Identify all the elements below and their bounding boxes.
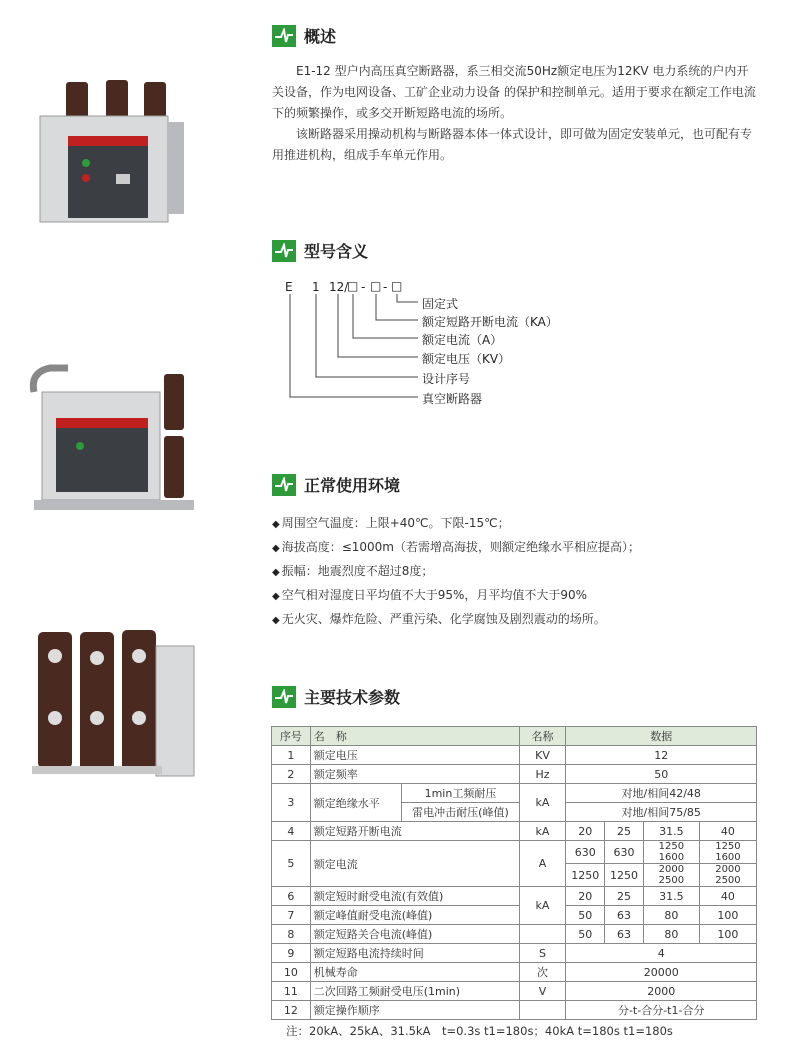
breaker-image-2 bbox=[28, 352, 200, 517]
table-row: 6 额定短时耐受电流(有效值) kA 20 25 31.5 40 bbox=[272, 887, 757, 906]
table-row: 4 额定短路开断电流 kA 20 25 31.5 40 bbox=[272, 822, 757, 841]
model-label: 设计序号 bbox=[422, 372, 471, 386]
model-label: 真空断路器 bbox=[422, 392, 483, 406]
model-label: 额定短路开断电流（KA） bbox=[422, 315, 558, 329]
section-icon bbox=[272, 686, 296, 708]
model-label: 额定电流（A） bbox=[422, 333, 503, 347]
model-code-box-3: □ bbox=[391, 279, 403, 293]
model-title: 型号含义 bbox=[304, 242, 369, 261]
diamond-icon: ◆ bbox=[272, 591, 280, 602]
table-row: 11 二次回路工频耐受电压(1min) V 2000 bbox=[272, 982, 757, 1001]
overview-title: 概述 bbox=[304, 27, 337, 46]
model-diagram bbox=[272, 280, 572, 410]
section-icon bbox=[272, 474, 296, 496]
table-row: 1250 1250 2000 2500 2000 2500 bbox=[272, 864, 757, 887]
env-heading bbox=[272, 473, 400, 496]
table-row: 1 额定电压 KV 12 bbox=[272, 746, 757, 765]
diamond-icon: ◆ bbox=[272, 615, 280, 626]
model-code-dash-2: - bbox=[383, 280, 388, 294]
model-code-box-1: □ bbox=[347, 279, 359, 293]
model-code-12: 12/ bbox=[329, 280, 349, 294]
list-item: ◆ 振幅：地震烈度不超过8度； bbox=[272, 564, 434, 578]
model-code-dash-1: - bbox=[361, 280, 366, 294]
list-item: ◆ 海拔高度：≤1000m（若需增高海拔，则额定绝缘水平相应提高）； bbox=[272, 540, 640, 554]
table-row: 7 额定峰值耐受电流(峰值) 50 63 80 100 bbox=[272, 906, 757, 925]
params-heading bbox=[272, 685, 400, 708]
table-header: 序号 名 称 名称 数据 bbox=[272, 727, 757, 746]
table-row: 2 额定频率 Hz 50 bbox=[272, 765, 757, 784]
model-code-e: E bbox=[285, 280, 293, 294]
overview-heading bbox=[272, 24, 336, 47]
model-code-1: 1 bbox=[312, 280, 320, 294]
env-title: 正常使用环境 bbox=[304, 476, 401, 495]
table-row: 8 额定短路关合电流(峰值) 50 63 80 100 bbox=[272, 925, 757, 944]
diamond-icon: ◆ bbox=[272, 567, 280, 578]
params-title: 主要技术参数 bbox=[304, 688, 401, 707]
overview-paragraph-2: 该断路器采用操动机构与断路器本体一体式设计，即可做为固定安装单元，也可配有专用推进机构，组成手车单元作用。 bbox=[272, 127, 753, 162]
table-row: 5 额定电流 A 630 630 1250 1600 1250 1600 bbox=[272, 841, 757, 864]
breaker-image-3 bbox=[28, 626, 200, 786]
table-row: 雷电冲击耐压(峰值) 对地/相间75/85 bbox=[272, 803, 757, 822]
list-item: ◆ 空气相对湿度日平均值不大于95%，月平均值不大于90% bbox=[272, 588, 588, 602]
model-code-box-2: □ bbox=[370, 279, 382, 293]
env-list bbox=[272, 512, 640, 632]
model-heading bbox=[272, 239, 368, 262]
table-row: 3 额定绝缘水平 1min工频耐压 kA 对地/相间42/48 bbox=[272, 784, 757, 803]
list-item: ◆ 周围空气温度：上限+40℃。下限-15℃； bbox=[272, 516, 510, 530]
model-label: 固定式 bbox=[422, 297, 459, 311]
table-row: 10 机械寿命 次 20000 bbox=[272, 963, 757, 982]
params-note: 注：20kA、25kA、31.5kA t=0.3s t1=180s；40kA t=180s t1=180s bbox=[286, 1024, 673, 1038]
overview-paragraph-1: E1-12 型户内高压真空断路器，系三相交流50Hz额定电压为12KV 电力系统的户内开关设备，作为电网设备、工矿企业动力设备 的保护和控制单元。适用于要求在额定工作电流下的频繁操作，或多交开断短路电流的场所。 bbox=[272, 64, 756, 120]
model-label: 额定电压（KV） bbox=[422, 352, 511, 366]
table-row: 12 额定操作顺序 分-t-合分-t1-合分 bbox=[272, 1001, 757, 1020]
overview-text bbox=[272, 61, 760, 166]
list-item: ◆ 无火灾、爆炸危险、严重污染、化学腐蚀及剧烈震动的场所。 bbox=[272, 612, 606, 626]
diamond-icon: ◆ bbox=[272, 519, 280, 530]
section-icon bbox=[272, 240, 296, 262]
table-row: 9 额定短路电流持续时间 S 4 bbox=[272, 944, 757, 963]
section-icon bbox=[272, 25, 296, 47]
breaker-image-1 bbox=[28, 78, 188, 228]
diamond-icon: ◆ bbox=[272, 543, 280, 554]
params-table bbox=[271, 726, 757, 1020]
